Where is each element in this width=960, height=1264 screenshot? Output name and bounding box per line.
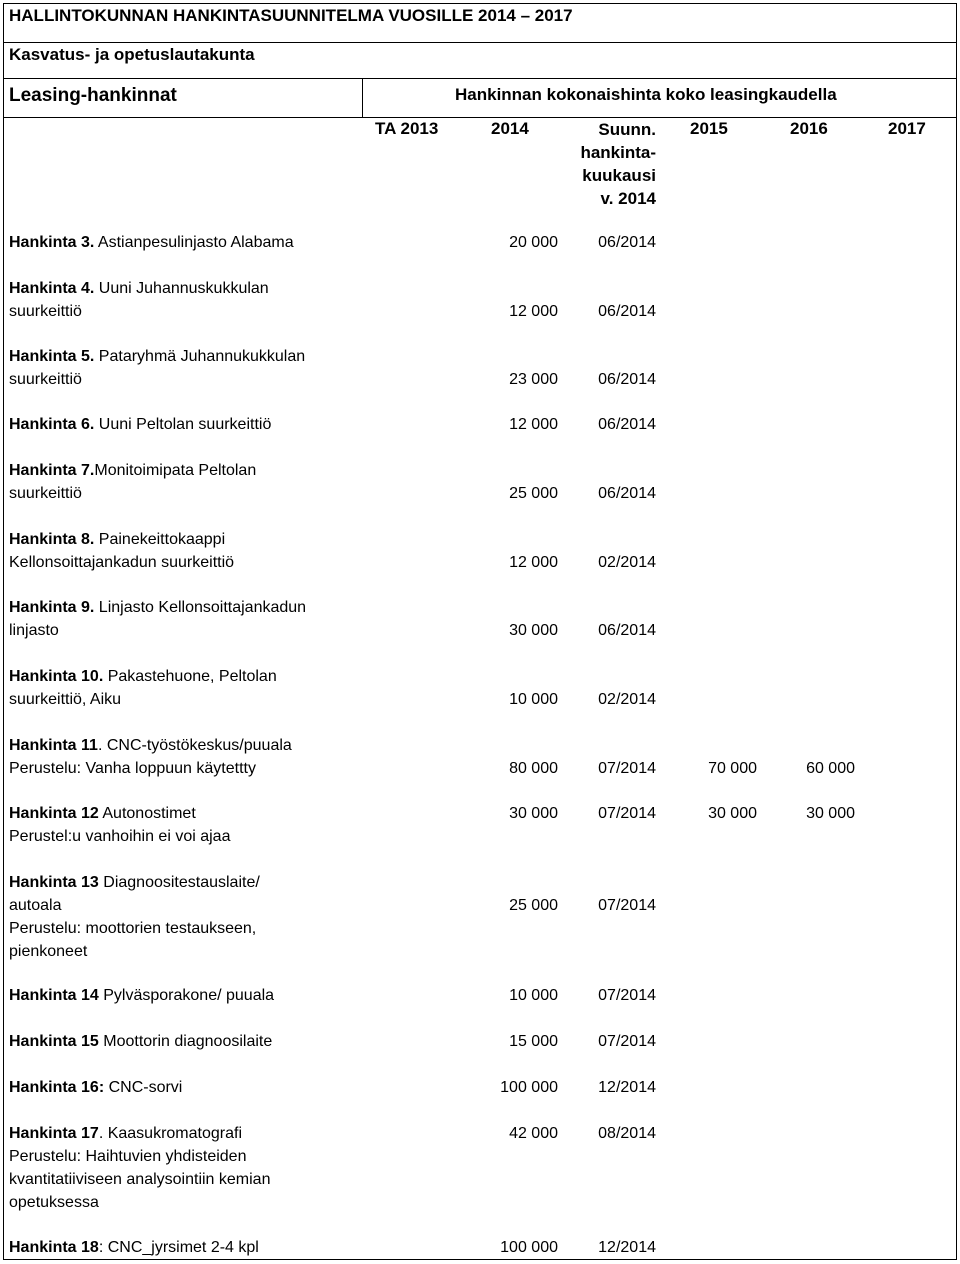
row-description (9, 596, 469, 642)
value-month: 12/2014 (598, 1239, 656, 1256)
value-2014: 42 000 (509, 1125, 558, 1142)
row-description-line (9, 596, 469, 619)
row-item-text: suurkeittiö (9, 371, 82, 388)
page-title: HALLINTOKUNNAN HANKINTASUUNNITELMA VUOSILLE 2014 – 2017 (9, 6, 573, 25)
row-description (9, 1122, 469, 1214)
row-item-text: opetuksessa (9, 1194, 99, 1211)
value-2014: 10 000 (509, 691, 558, 708)
row-description-line (9, 277, 469, 300)
row-item-text: Autonostimet (98, 805, 196, 822)
row-description-line (9, 231, 469, 254)
row-description (9, 871, 469, 963)
row-item-text: Diagnoositestauslaite/ (98, 874, 260, 891)
row-item-number: Hankinta 10. (9, 668, 104, 685)
value-month: 07/2014 (598, 760, 656, 777)
value-month: 06/2014 (598, 234, 656, 251)
row-description-line (9, 825, 469, 848)
row-item-text: Painekeittokaappi (94, 531, 226, 548)
row-description-line (9, 1191, 469, 1214)
row-item-number: Hankinta 5. (9, 348, 95, 365)
row-description-line (9, 1122, 469, 1145)
row-item-text: suurkeittiö (9, 485, 82, 502)
row-item-text: : CNC_jyrsimet 2-4 kpl (98, 1239, 259, 1256)
value-2014: 20 000 (509, 234, 558, 251)
row-item-text: Moottorin diagnoosilaite (98, 1033, 273, 1050)
row-description (9, 1236, 469, 1259)
row-description-line (9, 917, 469, 940)
value-2014: 12 000 (509, 416, 558, 433)
row-item-text: suurkeittiö (9, 303, 82, 320)
row-item-text: Pataryhmä Juhannukukkulan (94, 348, 306, 365)
row-item-number: Hankinta 8. (9, 531, 95, 548)
row-item-number: Hankinta 13 (9, 874, 99, 891)
value-month: 06/2014 (598, 485, 656, 502)
row-item-number: Hankinta 17 (9, 1125, 99, 1142)
value-month: 02/2014 (598, 554, 656, 571)
row-item-number: Hankinta 3. (9, 234, 95, 251)
column-header-month-line: Suunn. (598, 120, 656, 139)
value-2014: 100 000 (500, 1079, 558, 1096)
row-item-text: Pakastehuone, Peltolan (103, 668, 277, 685)
value-2014: 30 000 (509, 805, 558, 822)
row-item-number: Hankinta 15 (9, 1033, 99, 1050)
row-item-number: Hankinta 16: (9, 1079, 105, 1096)
row-item-text: Astianpesulinjasto Alabama (94, 234, 294, 251)
row-item-text: Perustelu: Vanha loppuun käytettty (9, 760, 256, 777)
row-item-text: Perustelu: moottorien testaukseen, (9, 920, 257, 937)
column-header-ta2013: TA 2013 (375, 119, 439, 138)
row-description-line (9, 619, 469, 642)
row-description-line (9, 984, 469, 1007)
row-item-text: CNC-sorvi (104, 1079, 183, 1096)
row-description-line (9, 368, 469, 391)
value-2015: 70 000 (708, 760, 757, 777)
row-description-line (9, 528, 469, 551)
row-description-line (9, 871, 469, 894)
row-item-text: Pylväsporakone/ puuala (98, 987, 275, 1004)
column-header-2015: 2015 (690, 119, 728, 138)
value-2014: 25 000 (509, 897, 558, 914)
row-item-text: Perustel:u vanhoihin ei voi ajaa (9, 828, 231, 845)
row-item-number: Hankinta 12 (9, 805, 99, 822)
value-month: 07/2014 (598, 987, 656, 1004)
value-2014: 12 000 (509, 303, 558, 320)
value-2016: 30 000 (806, 805, 855, 822)
row-item-text: suurkeittiö, Aiku (9, 691, 122, 708)
row-item-text: . CNC-työstökeskus/puuala (97, 737, 292, 754)
value-2015: 30 000 (708, 805, 757, 822)
row-description (9, 459, 469, 505)
row-description (9, 413, 469, 436)
value-2014: 10 000 (509, 987, 558, 1004)
column-header-month-line: v. 2014 (600, 189, 656, 208)
row-item-number: Hankinta 18 (9, 1239, 99, 1256)
header-section-divider (362, 78, 363, 117)
column-header-2014: 2014 (491, 119, 529, 138)
value-month: 06/2014 (598, 622, 656, 639)
row-description (9, 345, 469, 391)
row-item-text: Monitoimipata Peltolan (94, 462, 257, 479)
value-2014: 80 000 (509, 760, 558, 777)
row-item-text: Perustelu: Haihtuvien yhdisteiden (9, 1148, 247, 1165)
value-2014: 25 000 (509, 485, 558, 502)
value-2016: 60 000 (806, 760, 855, 777)
row-item-text: pienkoneet (9, 943, 88, 960)
row-item-number: Hankinta 11 (9, 737, 98, 754)
value-2014: 100 000 (500, 1239, 558, 1256)
row-item-number: Hankinta 6. (9, 416, 95, 433)
row-description (9, 1030, 469, 1053)
row-description-line (9, 459, 469, 482)
column-header-month-line: hankinta- (580, 143, 656, 162)
row-item-text: Uuni Juhannuskukkulan (94, 280, 269, 297)
header-divider-2 (3, 78, 957, 79)
total-price-heading: Hankinnan kokonaishinta koko leasingkaudella (455, 85, 837, 104)
row-description-line (9, 413, 469, 436)
row-description (9, 528, 469, 574)
column-header-2017: 2017 (888, 119, 926, 138)
value-2014: 12 000 (509, 554, 558, 571)
value-month: 07/2014 (598, 1033, 656, 1050)
row-item-text: Linjasto Kellonsoittajankadun (94, 599, 307, 616)
row-description-line (9, 1076, 469, 1099)
row-item-text: Uuni Peltolan suurkeittiö (94, 416, 272, 433)
value-month: 06/2014 (598, 371, 656, 388)
row-description (9, 734, 469, 780)
column-header-month (556, 118, 656, 210)
row-description-line (9, 1030, 469, 1053)
column-header-month-line: kuukausi (582, 166, 656, 185)
row-item-text: kvantitatiiviseen analysointiin kemian (9, 1171, 271, 1188)
value-month: 02/2014 (598, 691, 656, 708)
column-header-2016: 2016 (790, 119, 828, 138)
row-description (9, 665, 469, 711)
row-description-line (9, 894, 469, 917)
row-item-text: linjasto (9, 622, 59, 639)
row-item-text: autoala (9, 897, 62, 914)
row-description-line (9, 1168, 469, 1191)
row-description-line (9, 551, 469, 574)
value-month: 06/2014 (598, 416, 656, 433)
row-description (9, 984, 469, 1007)
row-item-number: Hankinta 4. (9, 280, 95, 297)
section-title: Leasing-hankinnat (9, 85, 177, 106)
row-description-line (9, 482, 469, 505)
row-description-line (9, 300, 469, 323)
value-2014: 23 000 (509, 371, 558, 388)
row-description-line (9, 688, 469, 711)
row-description-line (9, 1145, 469, 1168)
value-2014: 15 000 (509, 1033, 558, 1050)
row-item-number: Hankinta 9. (9, 599, 95, 616)
value-month: 12/2014 (598, 1079, 656, 1096)
row-description-line (9, 345, 469, 368)
row-description-line (9, 802, 469, 825)
value-month: 07/2014 (598, 805, 656, 822)
row-description-line (9, 734, 469, 757)
row-item-number: Hankinta 7. (9, 462, 95, 479)
row-description (9, 277, 469, 323)
row-description-line (9, 940, 469, 963)
value-2014: 30 000 (509, 622, 558, 639)
header-divider-1 (3, 42, 957, 43)
row-description (9, 231, 469, 254)
row-description-line (9, 665, 469, 688)
row-item-number: Hankinta 14 (9, 987, 99, 1004)
value-month: 07/2014 (598, 897, 656, 914)
board-name: Kasvatus- ja opetuslautakunta (9, 45, 255, 64)
value-month: 06/2014 (598, 303, 656, 320)
row-item-text: Kellonsoittajankadun suurkeittiö (9, 554, 235, 571)
row-description (9, 802, 469, 848)
value-month: 08/2014 (598, 1125, 656, 1142)
row-description-line (9, 1236, 469, 1259)
row-description (9, 1076, 469, 1099)
row-description-line (9, 757, 469, 780)
row-item-text: . Kaasukromatografi (98, 1125, 242, 1142)
